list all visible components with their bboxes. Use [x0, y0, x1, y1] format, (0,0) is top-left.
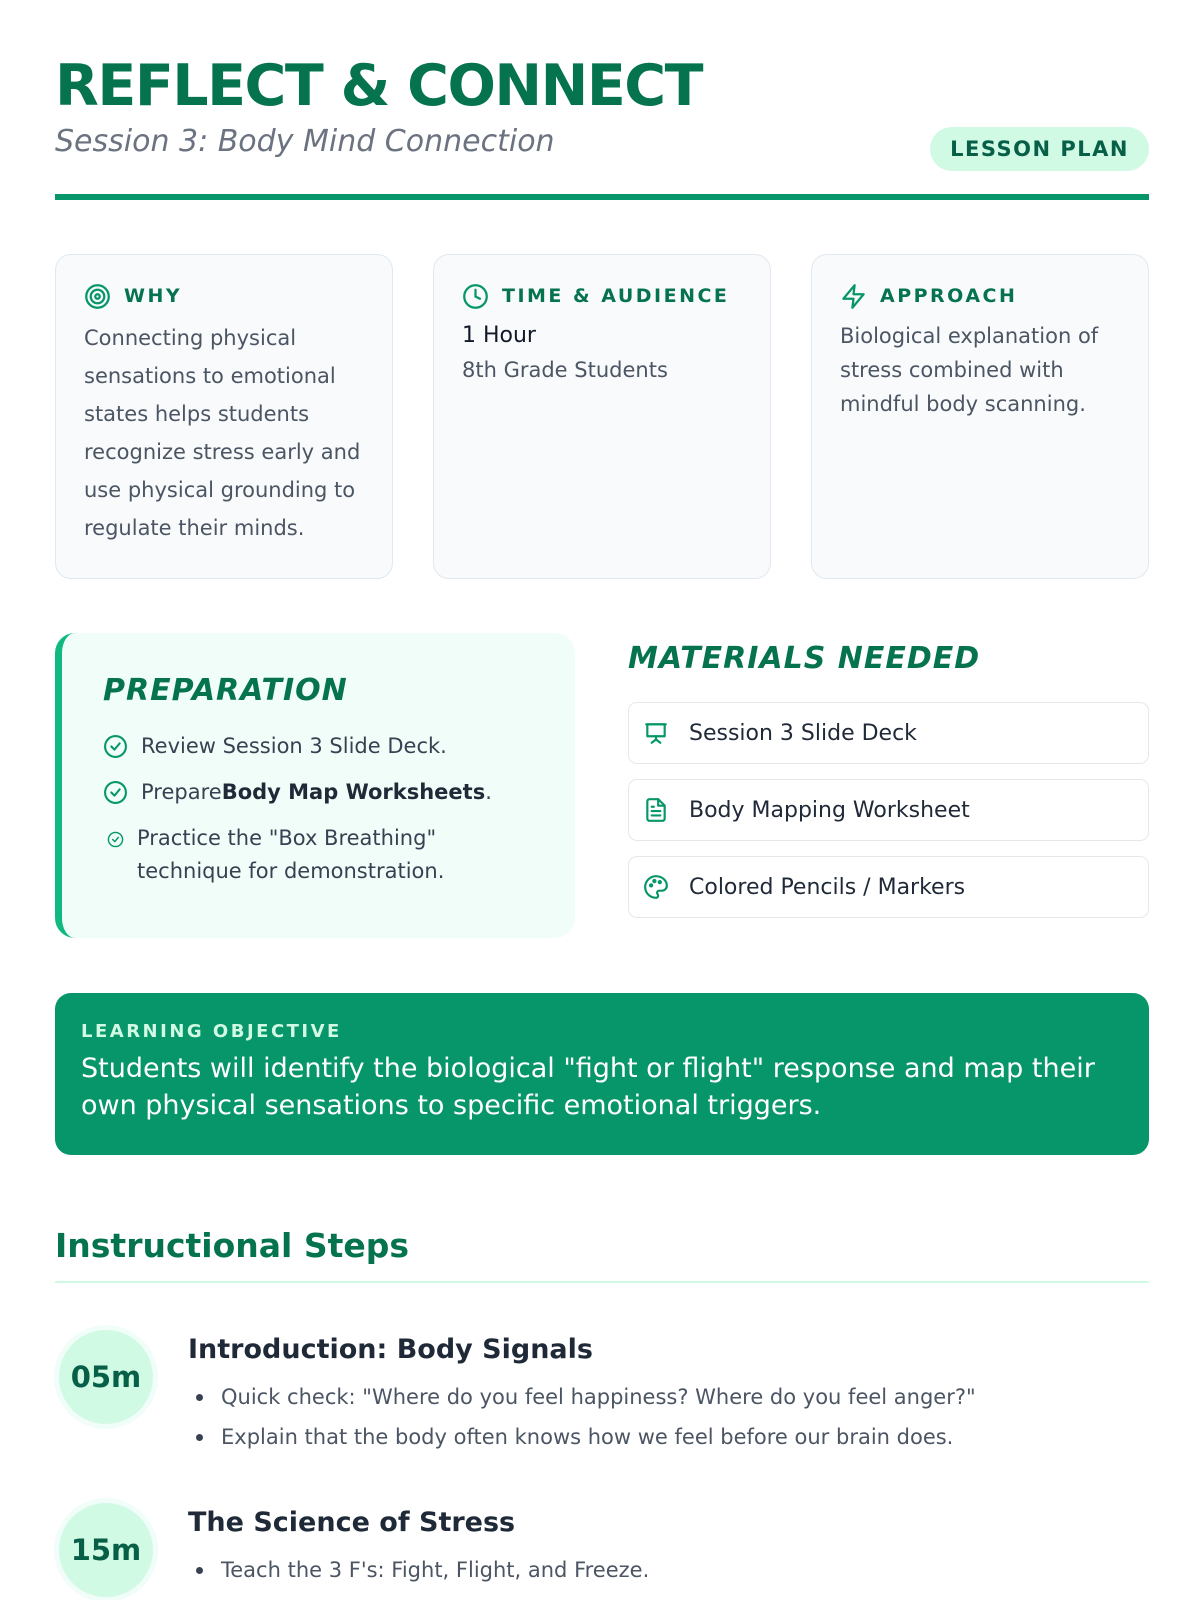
header [55, 0, 1149, 200]
time-card-header [462, 281, 742, 311]
presentation-icon [643, 720, 669, 746]
material-label: Body Mapping Worksheet [689, 797, 970, 823]
info-cards [55, 254, 1149, 579]
why-card-body: Connecting physical sensations to emotional states helps students recognize stress early and use physical grounding to regulate their minds. [84, 326, 361, 540]
lesson-plan-badge: LESSON PLAN [930, 127, 1149, 171]
preparation-item [103, 776, 575, 809]
check-circle-icon [103, 734, 128, 759]
page-title: REFLECT & CONNECT [55, 53, 702, 119]
preparation-item [103, 730, 575, 763]
preparation-item-text: Review Session 3 Slide Deck. [141, 734, 447, 758]
page-subtitle: Session 3: Body Mind Connection [55, 124, 555, 159]
material-item [628, 856, 1149, 918]
lesson-plan-page [55, 0, 1149, 1582]
clock-icon [462, 283, 489, 310]
material-label: Session 3 Slide Deck [689, 720, 917, 746]
materials-title: MATERIALS NEEDED [628, 641, 981, 676]
material-item [628, 779, 1149, 841]
preparation-panel [55, 633, 575, 938]
steps-divider [55, 1281, 1149, 1283]
target-icon [84, 283, 111, 310]
step-content [188, 1503, 1138, 1590]
step-duration-badge: 15m [59, 1503, 153, 1597]
step-title: Introduction: Body Signals [188, 1334, 593, 1365]
preparation-item-suffix: . [485, 780, 492, 804]
step-bullet: Explain that the body often knows how we feel before our brain does. [188, 1417, 1138, 1457]
why-card-title: WHY [124, 285, 183, 307]
preparation-item-text: Practice the "Box Breathing" technique for demonstration. [137, 826, 445, 883]
step-bullets [188, 1377, 1138, 1457]
objective-text: Students will identify the biological "fight or flight" response and map their own physical sensations to specific emotional triggers. [81, 1053, 1095, 1121]
preparation-item [103, 822, 575, 888]
step-content [188, 1330, 1138, 1457]
step-bullet: Teach the 3 F's: Fight, Flight, and Freeze. [188, 1550, 1138, 1590]
check-circle-icon [103, 780, 128, 805]
preparation-item-prefix: Prepare [141, 780, 222, 804]
step-bullet: Quick check: "Where do you feel happiness? Where do you feel anger?" [188, 1377, 1138, 1417]
duration-value: 1 Hour [462, 323, 536, 348]
header-divider [55, 194, 1149, 200]
check-circle-icon [107, 831, 124, 848]
objective-label: LEARNING OBJECTIVE [81, 1021, 342, 1042]
step-duration-badge: 05m [59, 1330, 153, 1424]
approach-card-title: APPROACH [880, 285, 1018, 307]
preparation-item-bold: Body Map Worksheets [221, 780, 486, 804]
time-audience-card [433, 254, 771, 579]
palette-icon [643, 874, 669, 900]
preparation-title: PREPARATION [103, 673, 348, 708]
approach-card [811, 254, 1149, 579]
time-card-title: TIME & AUDIENCE [502, 285, 730, 307]
step-bullets [188, 1550, 1138, 1590]
materials-panel [628, 633, 1149, 933]
material-label: Colored Pencils / Markers [689, 874, 966, 900]
why-card-header [84, 281, 364, 311]
approach-card-header [840, 281, 1120, 311]
document-icon [643, 797, 669, 823]
learning-objective-banner [55, 993, 1149, 1155]
step-title: The Science of Stress [188, 1507, 516, 1538]
preparation-item-text [141, 776, 492, 809]
steps-section-title: Instructional Steps [55, 1226, 410, 1265]
approach-card-body: Biological explanation of stress combined with mindful body scanning. [840, 324, 1099, 416]
audience-value: 8th Grade Students [462, 358, 668, 382]
lightning-icon [840, 283, 867, 310]
material-item [628, 702, 1149, 764]
why-card [55, 254, 393, 579]
